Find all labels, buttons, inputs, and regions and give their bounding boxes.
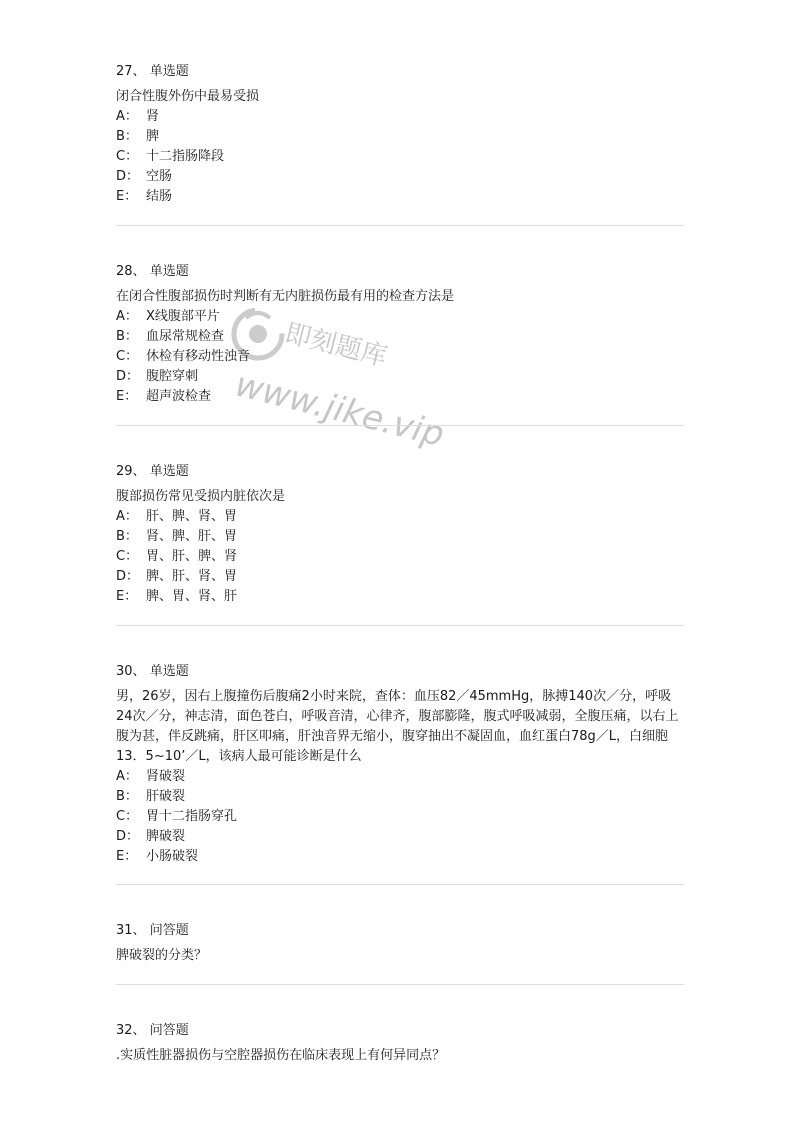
divider (116, 984, 684, 985)
option-a (116, 107, 686, 127)
divider (116, 425, 684, 426)
question-30 (116, 662, 686, 867)
option-text: 小肠破裂 (146, 849, 199, 864)
question-29 (116, 462, 686, 607)
question-31 (116, 921, 686, 966)
question-type: 单选题 (149, 64, 189, 79)
question-stem: 男，26岁，因右上腹撞伤后腹痛2小时来院，查体：血压82／45mmHg，脉搏140次／分，呼吸24次／分，神志清，面色苍白，呼吸音清，心律齐，腹部膨隆，腹式呼吸减弱，全腹压痛，以右上腹为甚，伴反跳痛，肝区叩痛，肝浊音界无缩小，腹穿抽出不凝固血，血红蛋白78g／L，白细胞13．5~10’／L，该病人最可能诊断是什么 (116, 689, 679, 764)
option-letter: D： (116, 169, 140, 184)
question-28 (116, 262, 686, 407)
option-text: 肾、脾、肝、胃 (146, 529, 238, 544)
option-a (116, 507, 686, 527)
option-e (116, 187, 686, 207)
question-number: 31、 (116, 923, 146, 938)
option-b (116, 527, 686, 547)
option-letter: E： (116, 849, 138, 864)
option-text: 血尿常规检查 (146, 329, 225, 344)
divider (116, 884, 684, 885)
question-header (116, 921, 686, 941)
option-b (116, 327, 686, 347)
option-text: 肝破裂 (146, 789, 186, 804)
option-letter: C： (116, 349, 139, 364)
option-letter: E： (116, 389, 138, 404)
option-e (116, 587, 686, 607)
option-text: 十二指肠降段 (146, 149, 225, 164)
question-header (116, 1021, 686, 1041)
question-stem: 脾破裂的分类？ (116, 948, 208, 963)
option-text: 脾破裂 (146, 829, 186, 844)
question-27 (116, 62, 686, 207)
option-letter: E： (116, 589, 138, 604)
option-text: 脾、肝、肾、胃 (146, 569, 238, 584)
option-letter: E： (116, 189, 138, 204)
option-letter: C： (116, 549, 139, 564)
option-letter: A： (116, 109, 138, 124)
question-type: 单选题 (149, 264, 189, 279)
option-text: 休检有移动性浊音 (146, 349, 251, 364)
option-c (116, 807, 686, 827)
option-text: 脾、胃、肾、肝 (146, 589, 238, 604)
question-number: 30、 (116, 664, 146, 679)
question-type: 问答题 (149, 923, 189, 938)
question-header (116, 462, 686, 482)
watermark-brand: 即刻题库 (281, 318, 390, 373)
option-letter: D： (116, 369, 140, 384)
option-d (116, 567, 686, 587)
option-c (116, 147, 686, 167)
option-b (116, 127, 686, 147)
watermark-url: www.jike.vip (231, 364, 449, 456)
question-number: 28、 (116, 264, 146, 279)
option-e (116, 847, 686, 867)
option-c (116, 547, 686, 567)
question-number: 32、 (116, 1023, 146, 1038)
option-letter: A： (116, 769, 138, 784)
divider (116, 625, 684, 626)
question-header (116, 662, 686, 682)
question-number: 29、 (116, 464, 146, 479)
option-letter: D： (116, 569, 140, 584)
question-stem: 闭合性腹外伤中最易受损 (116, 89, 260, 104)
option-letter: B： (116, 329, 138, 344)
question-type: 问答题 (149, 1023, 189, 1038)
question-header (116, 262, 686, 282)
option-d (116, 167, 686, 187)
question-stem: 在闭合性腹部损伤时判断有无内脏损伤最有用的检查方法是 (116, 289, 455, 304)
option-a (116, 767, 686, 787)
option-text: 腹腔穿刺 (146, 369, 199, 384)
question-32 (116, 1021, 686, 1066)
option-text: 结肠 (146, 189, 173, 204)
option-d (116, 827, 686, 847)
option-text: 肾 (146, 109, 160, 124)
question-type: 单选题 (149, 664, 189, 679)
option-letter: A： (116, 509, 138, 524)
option-text: 肾破裂 (146, 769, 186, 784)
option-text: 胃、肝、脾、肾 (146, 549, 238, 564)
option-text: 胃十二指肠穿孔 (146, 809, 238, 824)
divider (116, 225, 684, 226)
question-header (116, 62, 686, 82)
option-letter: B： (116, 789, 138, 804)
option-letter: D： (116, 829, 140, 844)
option-letter: B： (116, 129, 138, 144)
option-text: 空肠 (146, 169, 173, 184)
question-stem: 腹部损伤常见受损内脏依次是 (116, 489, 286, 504)
option-d (116, 367, 686, 387)
question-number: 27、 (116, 64, 146, 79)
option-letter: C： (116, 149, 139, 164)
option-text: 超声波检查 (146, 389, 212, 404)
option-e (116, 387, 686, 407)
option-a (116, 307, 686, 327)
option-c (116, 347, 686, 367)
option-text: 脾 (146, 129, 160, 144)
option-b (116, 787, 686, 807)
option-letter: B： (116, 529, 138, 544)
question-stem: .实质性脏器损伤与空腔器损伤在临床表现上有何异同点？ (116, 1048, 446, 1063)
option-letter: A： (116, 309, 138, 324)
question-type: 单选题 (149, 464, 189, 479)
option-text: 肝、脾、肾、胃 (146, 509, 238, 524)
option-text: X线腹部平片 (146, 309, 220, 324)
option-letter: C： (116, 809, 139, 824)
